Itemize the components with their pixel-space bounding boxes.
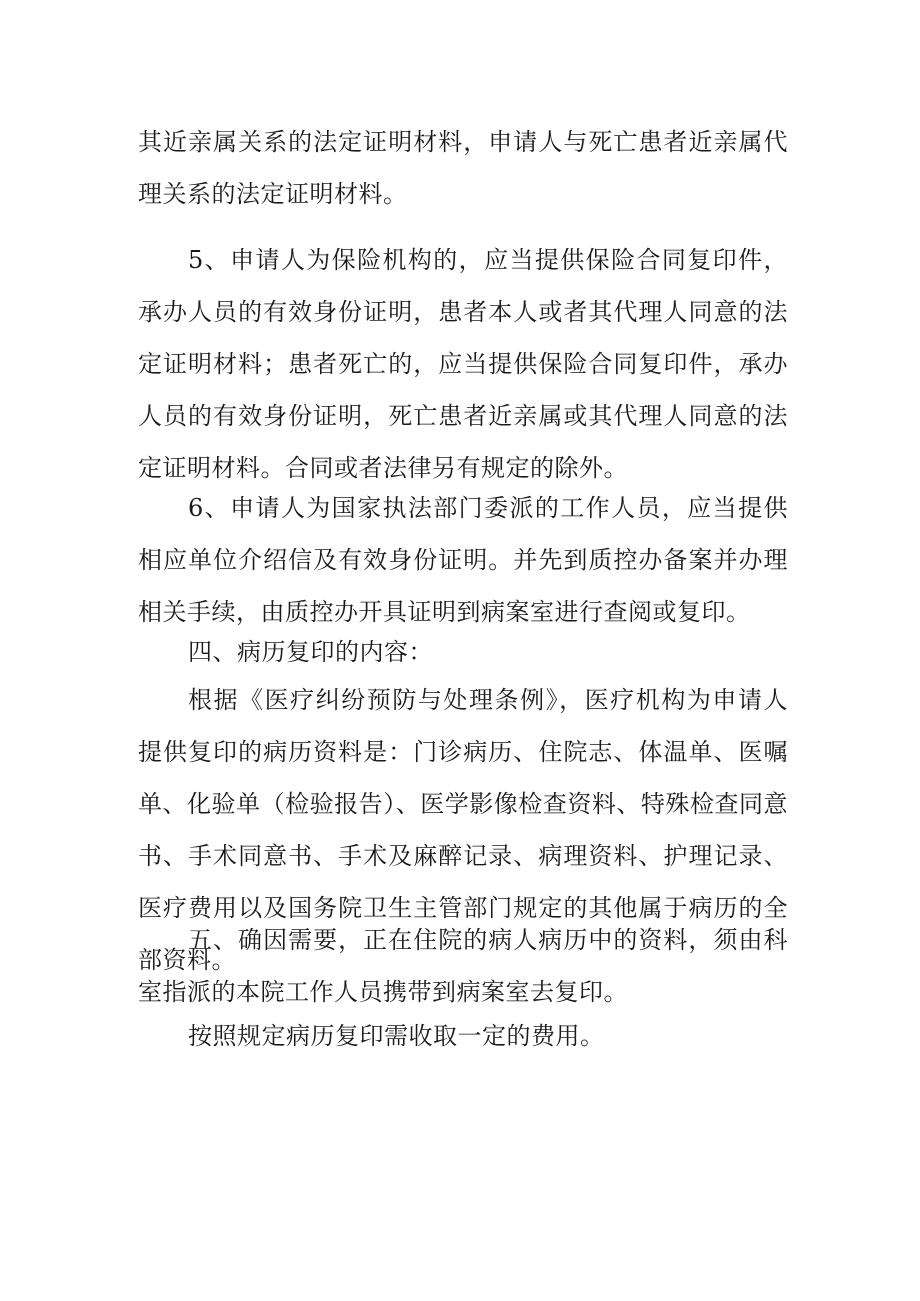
paragraph-fees: 按照规定病历复印需收取一定的费用。	[188, 1022, 605, 1050]
paragraph-continuation: 其近亲属关系的法定证明材料，申请人与死亡患者近亲属代理关系的法定证明材料。	[138, 128, 788, 208]
section-5-inpatient: 五、确因需要，正在住院的病人病历中的资料，须由科室指派的本院工作人员携带到病案室去复印。	[138, 926, 788, 1006]
paragraph-item-6-law-enforcement: 6、申请人为国家执法部门委派的工作人员，应当提供相应单位介绍信及有效身份证明。并先到质控办备案并办理相关手续，由质控办开具证明到病案室进行查阅或复印。	[138, 494, 788, 626]
paragraph-item-5-insurance: 5、申请人为保险机构的，应当提供保险合同复印件，承办人员的有效身份证明，患者本人或者其代理人同意的法定证明材料；患者死亡的，应当提供保险合同复印件，承办人员的有效身份证明，死亡患者近亲属或其代理人同意的法定证明材料。合同或者法律另有规定的除外。	[138, 246, 788, 482]
section-heading-4: 四、病历复印的内容：	[188, 638, 433, 666]
paragraph-copy-contents: 根据《医疗纠纷预防与处理条例》，医疗机构为申请人提供复印的病历资料是：门诊病历、住院志、体温单、医嘱单、化验单（检验报告）、医学影像检查资料、特殊检查同意书、手术同意书、手术及麻醉记录、病理资料、护理记录、医疗费用以及国务院卫生主管部门规定的其他属于病历的全部资料。	[138, 686, 788, 974]
